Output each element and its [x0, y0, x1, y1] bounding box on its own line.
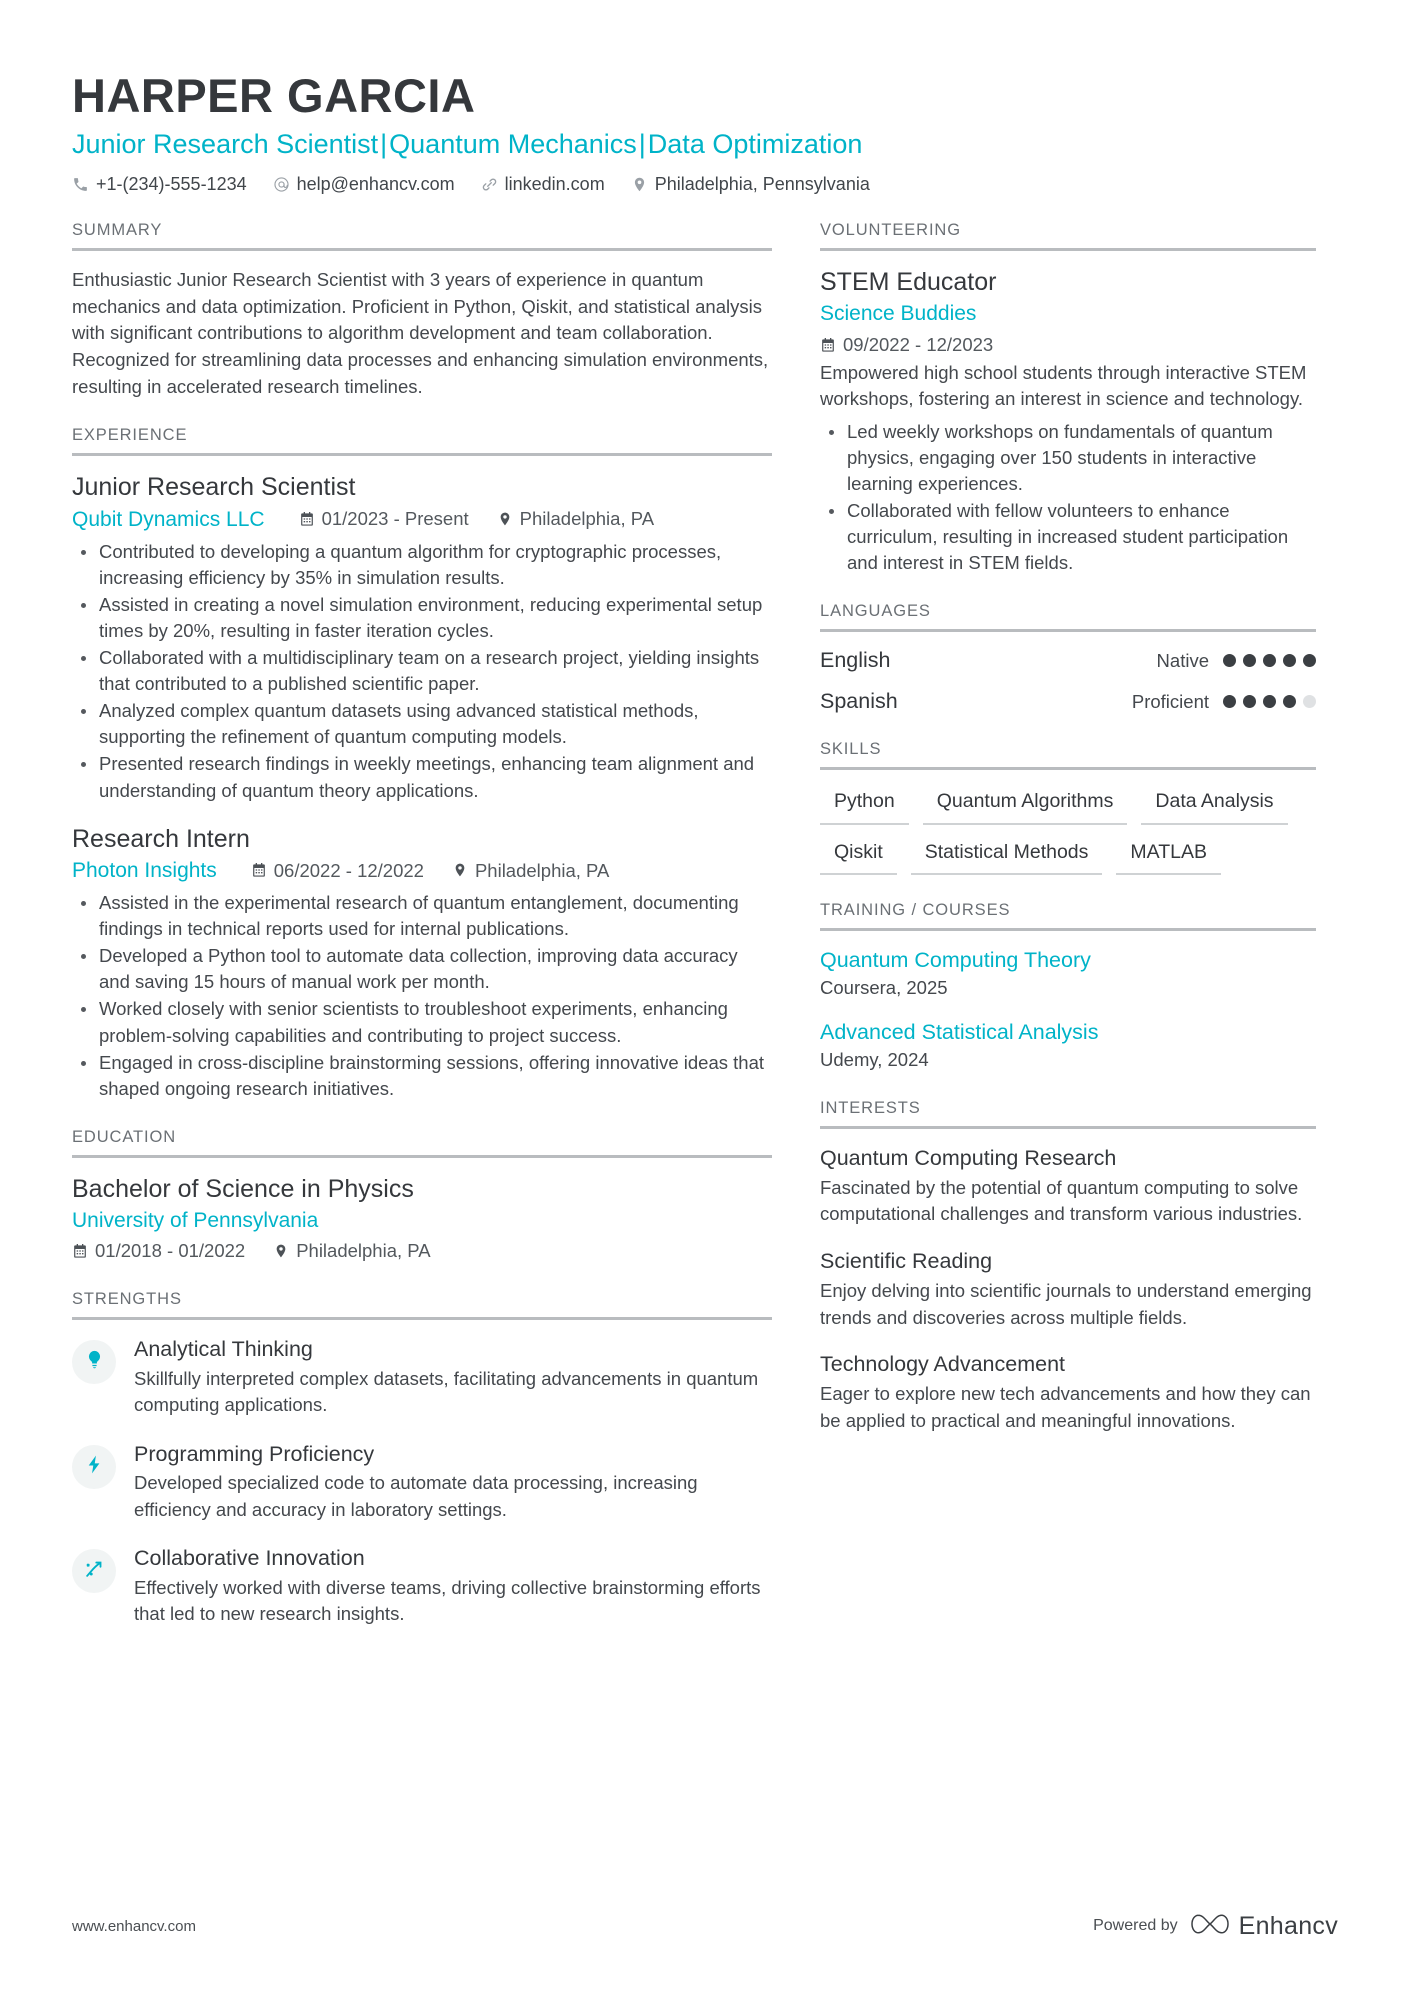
- strength-name: Collaborative Innovation: [134, 1546, 365, 1570]
- footer-branding: [1093, 1911, 1338, 1941]
- rating-dot-filled: [1243, 695, 1256, 708]
- experience-dates: [299, 506, 469, 532]
- experience-role: Research Intern: [72, 824, 250, 853]
- headline-part-2: Quantum Mechanics: [389, 128, 637, 159]
- experience-entry: [72, 472, 772, 803]
- volunteering-role: STEM Educator: [820, 268, 997, 297]
- resume-header: [72, 70, 1338, 195]
- list-item: Led weekly workshops on fundamentals of quantum physics, engaging over 150 students in interactive learning experiences.: [820, 419, 1316, 497]
- experience-bullets: [72, 890, 772, 1102]
- experience-location-value: Philadelphia, PA: [519, 508, 655, 530]
- experience-meta: [72, 857, 772, 884]
- contact-link-value: linkedin.com: [504, 174, 605, 195]
- strength-content: [134, 1441, 772, 1523]
- interest-desc: Eager to explore new tech advancements and how they can be applied to practical and meaningful innovations.: [820, 1383, 1311, 1431]
- rating-dot-filled: [1283, 654, 1296, 667]
- course-provider: Udemy, 2024: [820, 1048, 929, 1070]
- skills-list: [820, 786, 1316, 875]
- list-item: Contributed to developing a quantum algorithm for cryptographic processes, increasing efficiency by 35% in simulation results.: [72, 539, 772, 591]
- skill-chip: Statistical Methods: [911, 837, 1103, 875]
- strength-content: [134, 1336, 772, 1418]
- language-name: Spanish: [820, 689, 898, 714]
- list-item: Developed a Python tool to automate data collection, improving data accuracy and saving 15 hours of manual work per month.: [72, 943, 772, 995]
- strength-item: [72, 1336, 772, 1418]
- left-column: [72, 221, 772, 1653]
- volunteering-bullets: [820, 419, 1316, 576]
- strength-name: Programming Proficiency: [134, 1441, 375, 1466]
- experience-meta: [72, 506, 772, 533]
- section-title-experience: EXPERIENCE: [72, 426, 772, 456]
- enhancv-logo: [1190, 1911, 1338, 1941]
- section-experience: [72, 426, 772, 1102]
- section-title-interests: INTERESTS: [820, 1099, 1316, 1129]
- section-interests: [820, 1099, 1316, 1435]
- interest-name: Quantum Computing Research: [820, 1145, 1117, 1170]
- headline-part-3: Data Optimization: [647, 128, 863, 159]
- course-title: Advanced Statistical Analysis: [820, 1019, 1099, 1044]
- resume-footer: [72, 1911, 1338, 1941]
- volunteering-meta: [820, 332, 1316, 358]
- calendar-icon: [72, 1243, 88, 1259]
- link-icon: [481, 176, 498, 193]
- location-pin-icon: [273, 1243, 289, 1259]
- experience-dates-value: 01/2023 - Present: [321, 508, 469, 530]
- strength-item: [72, 1441, 772, 1523]
- contact-email-value: help@enhancv.com: [296, 174, 455, 195]
- interest-desc: Fascinated by the potential of quantum computing to solve computational challenges and transform various industries.: [820, 1176, 1303, 1225]
- strength-content: [134, 1545, 772, 1627]
- list-item: Presented research findings in weekly meetings, enhancing team alignment and understanding of quantum theory applications.: [72, 751, 772, 803]
- growth-arrow-icon: [83, 1558, 105, 1585]
- headline-separator-1: |: [380, 128, 388, 159]
- volunteering-dates-value: 09/2022 - 12/2023: [843, 333, 994, 355]
- skill-chip: Python: [820, 786, 909, 824]
- experience-role: Junior Research Scientist: [72, 473, 356, 502]
- course-title: Quantum Computing Theory: [820, 948, 1091, 973]
- calendar-icon: [299, 511, 315, 527]
- skill-chip: Qiskit: [820, 837, 897, 875]
- section-title-training: TRAINING / COURSES: [820, 901, 1316, 931]
- section-education: [72, 1128, 772, 1264]
- email-icon: [273, 176, 290, 193]
- experience-location: [452, 858, 609, 884]
- interest-name: Scientific Reading: [820, 1249, 993, 1274]
- list-item: Collaborated with fellow volunteers to enhance curriculum, resulting in increased student participation and interest in STEM fields.: [820, 498, 1316, 576]
- skill-chip: MATLAB: [1116, 837, 1221, 875]
- rating-dot-filled: [1223, 654, 1236, 667]
- course-item: [820, 947, 1316, 1001]
- volunteering-desc: Empowered high school students through interactive STEM workshops, fostering an interest in science and technology.: [820, 361, 1307, 410]
- strength-desc: Skillfully interpreted complex datasets, facilitating advancements in quantum computing applications.: [134, 1368, 759, 1416]
- list-item: Collaborated with a multidisciplinary team on a research project, yielding insights that contributed to a published scientific paper.: [72, 645, 772, 697]
- list-item: Engaged in cross-discipline brainstorming sessions, offering innovative ideas that shaped ongoing research initiatives.: [72, 1050, 772, 1102]
- section-skills: [820, 740, 1316, 875]
- contact-link[interactable]: [481, 174, 605, 195]
- resume-body: [72, 221, 1338, 1653]
- experience-company: Photon Insights: [72, 858, 217, 882]
- calendar-icon: [251, 862, 267, 878]
- section-languages: [820, 602, 1316, 714]
- education-entry: [72, 1174, 772, 1264]
- rating-dot-filled: [1263, 654, 1276, 667]
- rating-dot-empty: [1303, 695, 1316, 708]
- lightbulb-icon: [84, 1349, 105, 1375]
- language-level: Proficient: [1131, 690, 1209, 712]
- contact-location: [631, 174, 870, 195]
- experience-dates: [251, 858, 424, 884]
- language-item: [820, 689, 1316, 714]
- education-meta: [72, 1238, 772, 1264]
- experience-dates-value: 06/2022 - 12/2022: [273, 859, 424, 881]
- list-item: Analyzed complex quantum datasets using advanced statistical methods, supporting the refinement of quantum computing models.: [72, 698, 772, 750]
- headline-separator-2: |: [638, 128, 646, 159]
- course-provider: Coursera, 2025: [820, 977, 948, 998]
- experience-bullets: [72, 539, 772, 804]
- volunteering-dates: [820, 332, 993, 358]
- language-name: English: [820, 648, 891, 673]
- experience-company: Qubit Dynamics LLC: [72, 507, 265, 531]
- language-level-group: [1157, 650, 1316, 672]
- section-volunteering: [820, 221, 1316, 576]
- phone-icon: [72, 176, 89, 193]
- powered-by-label: Powered by: [1093, 1917, 1178, 1934]
- headline-part-1: Junior Research Scientist: [72, 128, 379, 159]
- contact-location-value: Philadelphia, Pennsylvania: [654, 174, 870, 195]
- strength-desc: Effectively worked with diverse teams, driving collective brainstorming efforts that led to new research insights.: [134, 1576, 761, 1625]
- experience-location: [497, 506, 654, 532]
- location-pin-icon: [497, 511, 513, 527]
- rating-dot-filled: [1263, 695, 1276, 708]
- enhancv-mark-icon: [1190, 1911, 1230, 1941]
- education-dates-value: 01/2018 - 01/2022: [95, 1240, 246, 1262]
- rating-dot-filled: [1243, 654, 1256, 667]
- rating-dot-filled: [1303, 654, 1316, 667]
- language-item: [820, 648, 1316, 673]
- page-title: HARPER GARCIA: [72, 69, 476, 122]
- section-strengths: [72, 1290, 772, 1627]
- language-rating-dots: [1223, 654, 1316, 667]
- interest-item: [820, 1248, 1316, 1331]
- skill-chip: Data Analysis: [1141, 786, 1287, 824]
- strength-desc: Developed specialized code to automate data processing, increasing efficiency and accuracy in laboratory settings.: [134, 1472, 698, 1520]
- education-dates: [72, 1238, 245, 1264]
- contact-row: [72, 174, 1338, 195]
- skill-chip: Quantum Algorithms: [923, 786, 1128, 824]
- experience-location-value: Philadelphia, PA: [474, 859, 610, 881]
- section-title-education: EDUCATION: [72, 1128, 772, 1158]
- interest-item: [820, 1145, 1316, 1228]
- section-title-languages: LANGUAGES: [820, 602, 1316, 632]
- right-column: [820, 221, 1316, 1460]
- calendar-icon: [820, 337, 836, 353]
- strength-name: Analytical Thinking: [134, 1337, 313, 1362]
- footer-website[interactable]: www.enhancv.com: [72, 1917, 196, 1935]
- professional-headline: [72, 126, 1338, 162]
- education-degree: Bachelor of Science in Physics: [72, 1174, 414, 1203]
- location-pin-icon: [631, 176, 648, 193]
- strength-badge: [72, 1445, 116, 1489]
- list-item: Worked closely with senior scientists to troubleshoot experiments, enhancing problem-solving capabilities and contributing to project success.: [72, 996, 772, 1048]
- interest-name: Technology Advancement: [820, 1352, 1066, 1377]
- education-location-value: Philadelphia, PA: [296, 1240, 431, 1262]
- strength-badge: [72, 1549, 116, 1593]
- contact-phone-value: +1-(234)-555-1234: [96, 174, 247, 195]
- education-school: University of Pennsylvania: [72, 1209, 319, 1232]
- interest-desc: Enjoy delving into scientific journals to understand emerging trends and discoveries across multiple fields.: [820, 1280, 1312, 1328]
- contact-email[interactable]: [273, 174, 455, 195]
- language-rating-dots: [1223, 695, 1316, 708]
- experience-entry: [72, 824, 772, 1102]
- list-item: Assisted in creating a novel simulation environment, reducing experimental setup times by 20%, resulting in faster iteration cycles.: [72, 592, 772, 644]
- section-title-strengths: STRENGTHS: [72, 1290, 772, 1320]
- contact-phone[interactable]: [72, 174, 247, 195]
- enhancv-wordmark: Enhancv: [1238, 1911, 1338, 1940]
- lightning-bolt-icon: [84, 1454, 105, 1480]
- education-location: [273, 1238, 430, 1264]
- location-pin-icon: [452, 862, 468, 878]
- strength-badge: [72, 1340, 116, 1384]
- section-title-volunteering: VOLUNTEERING: [820, 221, 1316, 251]
- section-training: [820, 901, 1316, 1073]
- volunteering-org: Science Buddies: [820, 302, 977, 326]
- interest-item: [820, 1351, 1316, 1434]
- strength-item: [72, 1545, 772, 1627]
- section-title-summary: SUMMARY: [72, 221, 772, 251]
- rating-dot-filled: [1283, 695, 1296, 708]
- section-title-skills: SKILLS: [820, 740, 1316, 770]
- section-summary: [72, 221, 772, 400]
- list-item: Assisted in the experimental research of quantum entanglement, documenting findings in technical reports used for internal publications.: [72, 890, 772, 942]
- language-level: Native: [1156, 649, 1209, 671]
- course-item: [820, 1019, 1316, 1073]
- summary-text: Enthusiastic Junior Research Scientist with 3 years of experience in quantum mechanics and data optimization. Proficient in Python, Qiskit, and statistical analysis with significant contributions to algorithm development and team collaboration. Recognized for streamlining data processes and enhancing simulation environments, resulting in accelerated research timelines.: [72, 269, 769, 397]
- language-level-group: [1132, 691, 1316, 713]
- volunteering-entry: [820, 267, 1316, 576]
- rating-dot-filled: [1223, 695, 1236, 708]
